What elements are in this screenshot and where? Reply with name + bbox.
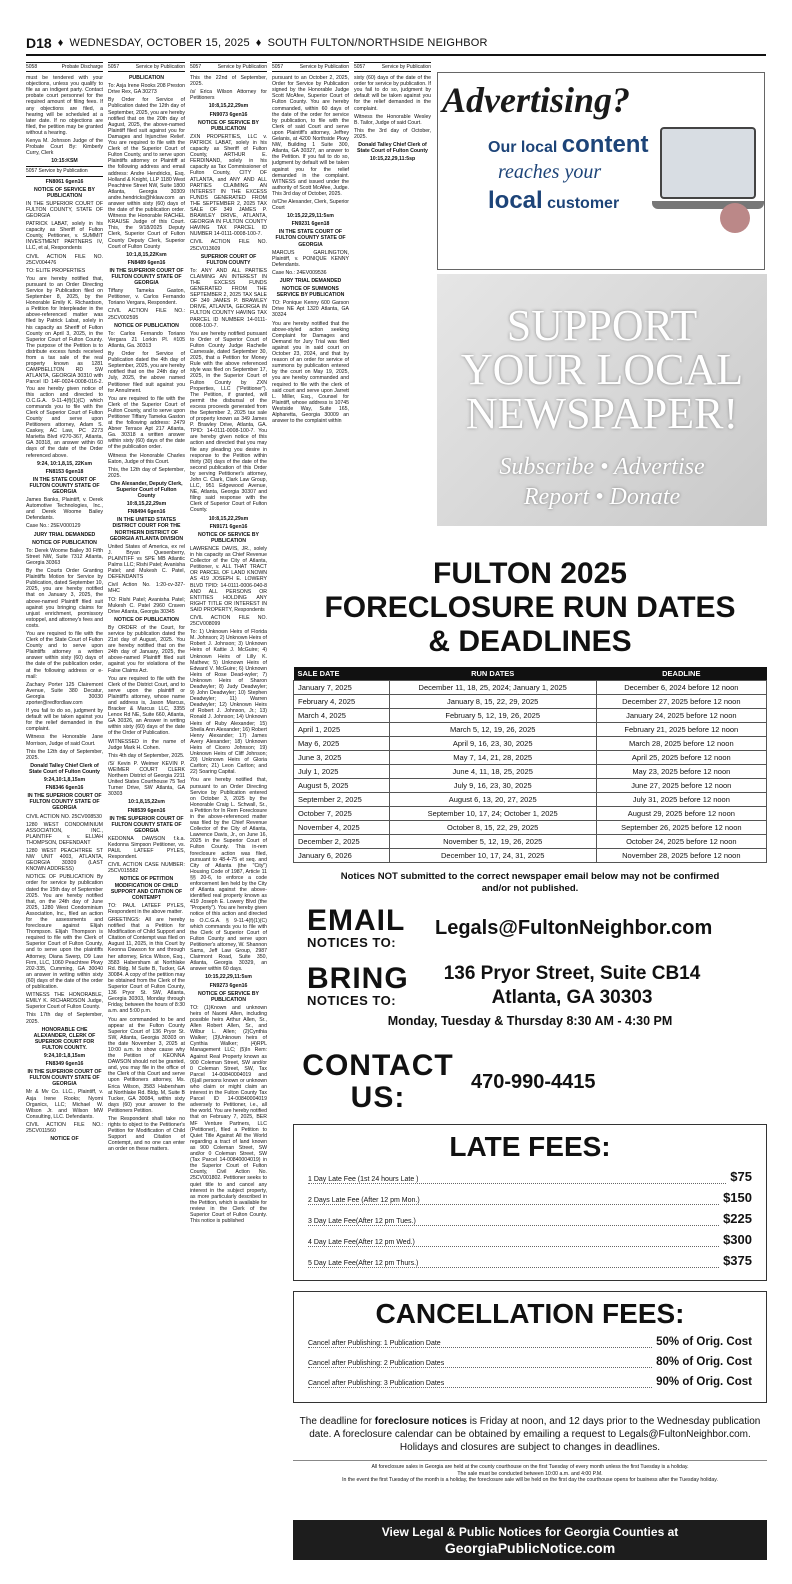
table-cell: September 2, 2025 xyxy=(294,793,390,807)
notice-text: NOTICE OF PUBLICATION xyxy=(114,616,179,623)
notice-text: Kenya M. Johnson Judge of the Probate Court By: Kimberly Curry, Clerk xyxy=(26,138,103,157)
fee-label: 2 Days Late Fee (After 12 pm Mon.) xyxy=(308,1197,719,1205)
col-header: DEADLINE xyxy=(596,667,766,681)
legal-column xyxy=(354,62,431,182)
notice-text: Zachary Porter 125 Clairemont Avenue, Suite 380 Decatur, Georgia 30030 zporter@redfordlaw.com xyxy=(26,681,103,706)
notice-text: 1280 WEST PEACHTREE ST NW UNIT 4003, ATLANTA, GEORGIA 30309 (LAST KNOWN ADDRESS) xyxy=(26,847,103,873)
cancel-fee-row xyxy=(308,1376,752,1396)
notice-text: You are hereby notified that, pursuant to an Order Directing Service by Publication filed on September 8, 2025, by the Honorable Emily K. Richardson, a Petition for Interpleader in the above-referenced matter was filed by Patrick Labat, solely in his capacity as Sheriff of Fulton County on April 3, 2025, in the Superior Court of Fulton County. The purpose of the Petition is to distribute excess funds received from a tax sale of the real property known as 1281 CAMPBELLTON RD SW ATLANTA, GEORGIA 30310 with Parcel ID 14F-0024-0008-016-2. You are hereby given notice of this action and directed to O.C.G.A. 9-11-4(f)(1)(C) which commands you to file with the Clerk of Superior Court of Fulton County and serve upon Petitioners attorney, Adam S. Caskey, AC Law, PC 2273 Marietta Blvd #270-367, Atlanta, GA 30318, an answer within 60 days of the date of the Order referenced above. xyxy=(26,275,103,459)
notice-text: NOTICE OF PETITION MODIFICATION OF CHILD SUPPORT AND CITATION OF CONTEMPT xyxy=(110,876,183,901)
notice-text: NOTICE OF PUBLICATION xyxy=(32,539,97,546)
fc-title-2: FORECLOSURE RUN DATES xyxy=(324,591,736,624)
ad-line-3: local customer xyxy=(488,187,620,214)
notice-text: 10:8,15,22,29sm xyxy=(208,515,249,522)
fee-amount: 90% of Orig. Cost xyxy=(656,1376,752,1388)
notice-text: FN8539 6gen16 xyxy=(127,807,166,814)
fee-amount: $225 xyxy=(723,1211,752,1226)
table-cell: December 10, 17, 24, 31, 2025 xyxy=(389,849,596,863)
notice-text: This 17th day of September, 2025. xyxy=(26,1012,103,1025)
table-cell: December 2, 2025 xyxy=(294,835,390,849)
table-cell: May 6, 2025 xyxy=(294,737,390,751)
notice-text: Donald Talley Chief Clerk of State Court of Fulton County xyxy=(29,762,100,775)
table-cell: September 10, 17, 24; October 1, 2025 xyxy=(389,807,596,821)
public-notice-banner[interactable]: View Legal & Public Notices for Georgia Counties at GeorgiaPublicNotice.com xyxy=(293,1520,767,1560)
notice-text: 9:24,10:1,8,15sm xyxy=(43,1052,86,1059)
notice-text: Che Alexander, Deputy Clerk, Superior Court of Fulton County xyxy=(110,480,183,500)
late-fee-row xyxy=(308,1253,752,1274)
notice-text: ZXN PROPERTIES, LLC v. PATRICK LABAT, solely in his capacity as Sheriff of Fulton County, ARTHUR E. FERDINAND, solely in his capacity as Tax Commissioner of Fulton County, CITY OF ATLANTA, and ANY AND ALL PARTIES CLAIMING AN INTEREST IN THE EXCESS FUNDS GENERATED FROM THE SEPTEMBER 2, 2025 TAX SALE OF 349 JAMES P. BRAWLEY DRIVE, ATLANTA, GEORGIA IN FULTON COUNTY HAVING TAX PARCEL ID NUMBER 14-0111-0008-100-7. xyxy=(190,133,267,238)
header-sep: ♦ xyxy=(57,37,64,49)
notice-text: JURY TRIAL DEMANDED xyxy=(33,531,96,538)
notice-text: WITNESSED in the name of Judge Mark H. Cohen. xyxy=(108,738,185,751)
notice-text: Donald Talley Chief Clerk of State Court of Fulton County xyxy=(357,142,428,155)
table-cell: October 24, 2025 before 12 noon xyxy=(596,835,766,849)
notice-text: This the 22nd of September, 2025. xyxy=(190,75,267,88)
table-cell: August 6, 13, 20, 27, 2025 xyxy=(389,793,596,807)
notice-text: To: Derek Woome Bailey 30 Fifth Street NW, Suite 7312 Atlanta, Georgia 30363 xyxy=(26,547,103,566)
notice-text: By Order for Service of Publication dated the 4th day of September, 2025, you are hereby notified that on the 24th day of July, 2025, the above named Petitioner filed suit against you for Annulment. xyxy=(108,351,185,394)
office-hours: Monday, Tuesday & Thursday 8:30 AM - 4:30 PM xyxy=(387,1014,673,1028)
table-cell: September 26, 2025 before 12 noon xyxy=(596,821,766,835)
notice-text: WITNESS THE HONORABLE, EMILY K. RICHARDSON Judge, Superior Court of Fulton County. xyxy=(26,992,103,1011)
person-illustration xyxy=(720,203,750,233)
support-line-2: YOUR LOCAL xyxy=(460,345,744,394)
table-row xyxy=(294,765,767,779)
notice-text: NOTICE OF SERVICE BY PUBLICATION xyxy=(197,990,259,1003)
notice-text: PATRICK LABAT, solely in his capacity as Sheriff of Fulton County, Petitioner, v. SUMMIT INVESTMENT PARTNERS IV, LLC, et al, Respondents xyxy=(26,221,103,252)
notice-text: 10:8,15,22,29sm xyxy=(208,103,249,110)
notice-text: TO: Ponique Kenny 600 Garson Drive NE Apt 1320 Atlanta, GA 30324 xyxy=(272,300,349,319)
notice-text: The Respondent shall take no rights to object to the Petitioner's Petition for Modification of Child Support and Citation of Contempt, and no one can enter an order on these matters. xyxy=(108,1116,185,1153)
notice-text: pursuant to an October 2, 2025, Order for Service by Publication signed by the Honorable Judge Scott McAfee, Superior Court of Fulton County. You are hereby commanded, within 60 days of the date of the order for service by publication, to file with the Clerk of said Court and serve upon Plaintiff's attorney, Jeffrey Gelanis, at 4200 Northside Pkwy NW, Building 1 Suite 300, Atlanta, GA 30327, an answer to the Petition. If you fail to do so, judgment by default will be taken against you for the relief demanded in the complaint. WITNESS and issued under the authority of Scott McAfee, Judge. This 3rd day of October, 2025. xyxy=(272,75,349,197)
notice-text: TO: PAUL LATEEF PYLES, Respondent in the above matter. xyxy=(108,902,185,915)
fee-amount: 50% of Orig. Cost xyxy=(656,1336,752,1348)
table-cell: January 7, 2025 xyxy=(294,681,390,695)
table-cell: April 1, 2025 xyxy=(294,723,390,737)
table-cell: January 8, 15, 22, 29, 2025 xyxy=(389,695,596,709)
notice-text: You are hereby notified that, pursuant to an Order Directing Service by Publication entered on October 3, 2025 by the Honorable Craig L. Schwall, Sr., a Petition for In Rem Foreclosure in the above-referenced matter was filed by the Chief Revenue Collector of the City of Atlanta, Lawrence Davis, Jr., on June 16, 2025 in the Superior Court of Fulton County. This in-rem foreclosure action was filed, pursuant to 48-4-75 et seq. and City of Atlanta (the "City") Housing Code of 1987, Article 11 §§ 20-6, to enforce a code enforcement lien held by the City of Atlanta against the above-identified real property known as 419 Joseph E. Lowery Blvd (the "Property"). You are hereby given notice of this action and directed to O.C.G.A. § 9-11-4(f)(1)(C) which commands you to file with the Clerk of Superior Court of Fulton County and serve upon Petitioner's attorney, W. Shannon Sams, Jeff Law Group, 2987 Clairmont Road, Suite 350, Atlanta, Georgia 30329, an answer within 60 days. xyxy=(190,777,267,973)
table-row xyxy=(294,695,767,709)
notice-text: This 4th day of September, 2025. xyxy=(108,752,185,759)
notice-text: /s/Che Alexander, Clerk, Superior Court xyxy=(272,198,349,212)
notice-text: IN THE SUPERIOR COURT OF FULTON COUNTY STATE OF GEORGIA xyxy=(109,815,184,834)
table-cell: January 6, 2026 xyxy=(294,849,390,863)
phone-number[interactable]: 470-990-4415 xyxy=(471,1070,596,1093)
notice-text: FN8489 6gen16 xyxy=(127,259,166,266)
table-cell: January 24, 2025 before 12 noon xyxy=(596,709,766,723)
table-cell: December 27, 2025 before 12 noon xyxy=(596,695,766,709)
cancellation-fees-box xyxy=(293,1291,767,1403)
fc-title-1: FULTON 2025 xyxy=(433,557,627,590)
notice-text: HONORABLE CHE ALEXANDER, CLERK OF SUPERIOR COURT FOR FULTON COUNTY. xyxy=(33,1026,96,1051)
table-cell: July 9, 16, 23, 30, 2025 xyxy=(389,779,596,793)
notice-text: Witness the Honorable Jane Morrison, Judge of said Court. xyxy=(26,734,103,747)
notice-text: NOTICE OF SERVICE BY PUBLICATION xyxy=(197,531,259,544)
fee-label: 4 Day Late Fee(After 12 pm Wed.) xyxy=(308,1239,719,1247)
support-sub-1: Subscribe • Advertise xyxy=(499,454,705,480)
notice-text: Case No.: 25EV000129 xyxy=(26,523,81,530)
section-header: 5057 Service by Publication xyxy=(354,62,431,72)
table-cell: April 25, 2025 before 12 noon xyxy=(596,751,766,765)
notice-text: NOTICE OF SUMMONS SERVICE BY PUBLICATION xyxy=(276,286,345,299)
late-fees-box xyxy=(293,1124,767,1281)
late-fee-row xyxy=(308,1190,752,1211)
section-header: 5057 Service by Publication xyxy=(272,62,349,72)
notice-text: To: 1) Unknown Heirs of Florida M. Johnson; 2) Unknown Heirs of Robert J. Johnson; 3) Unknown Heirs of Kattie J. McGuire; 4) Unknown Heirs of Lilly K. Mathew; 5) Unknown Heirs of Edward V. McGuire; 6) Unknown Heirs of Rose Dead-wyler; 7) Unknown Heirs of Sharon Deadwyler; 8) Judy Deadwyler; 9) John Deadwyler; 10) Stephen Deadwyler; 11) Warren Deadwyler; 12) Unknown Heirs of Robert J. Johnson, Jr.; 13) Ronald J. Johnson; 14) Unknown Heirs of Ruby Alexander; 15) Sheila Ann Alexander; 16) Robert Henry Alexander; 17) James Avery Alexander; 18) Unknown Heirs of Cicero Johnson; 19) Unknown Heirs of Cliff Johnson; 20) Unknown Heirs of Gloria Carlton; 21) Leon Carlton; and 22) Soaring Capital. xyxy=(190,629,267,776)
notice-text: Witness the Honorable Charles Eaton, Judge of this Court. xyxy=(108,452,185,465)
ad-headline: Advertising? xyxy=(442,80,631,120)
notice-text: CIVIL ACTION FILE NO.: 25CV002595 xyxy=(108,308,185,321)
notice-text: must be tendered with your objections, unless you qualify to file as an indigent party. Contact probate court personnel for the required amount of filing fees. If any objections are filed, a hearing will be scheduled at a later date. If no objections are filed, the petition may be granted without a hearing. xyxy=(26,75,103,136)
late-fee-row xyxy=(308,1232,752,1253)
notice-text: You are required to file with the Clerk of the Superior Court of Fulton County, and to serve upon Petitioner Tiffany Tameka Gaston at the following address: 2479 Abner Terrace Apt 217 Atlanta, Ga. 30318 a written answer within sixty (60) days of the date of the publication order. xyxy=(108,395,185,451)
fee-label: Cancel after Publishing: 2 Publication Dates xyxy=(308,1360,652,1368)
table-cell: November 5, 12, 19, 26, 2025 xyxy=(389,835,596,849)
table-cell: June 3, 2025 xyxy=(294,751,390,765)
notice-text: FN8061 6gen16 xyxy=(45,178,84,185)
foreclosure-section xyxy=(293,557,767,1484)
notice-text: FN9231 6gen18 xyxy=(291,221,330,228)
notice-text: To: Carlos Fernando Toriano Vergara 21 Lorkin Pl. #105 Atlanta, Ga. 30313 xyxy=(108,330,185,349)
email-sub-label: NOTICES TO: xyxy=(307,935,397,950)
table-cell: April 9, 16, 23, 30, 2025 xyxy=(389,737,596,751)
fee-amount: 80% of Orig. Cost xyxy=(656,1356,752,1368)
fee-label: 1 Day Late Fee (1st 24 hours Late ) xyxy=(308,1176,726,1184)
table-cell: February 4, 2025 xyxy=(294,695,390,709)
email-row xyxy=(293,904,767,950)
notice-text: NOTICE OF SERVICE BY PUBLICATION xyxy=(197,119,259,132)
table-cell: May 23, 2025 before 12 noon xyxy=(596,765,766,779)
notice-text: LAWRENCE DAVIS, JR., solely in his capacity as Chief Revenue Collector of the City of Atlanta, Petitioner, v. ALL THAT TRACT OR PARCEL OF LAND KNOWN AS 419 JOSEPH E. LOWERY BLVD TPID: 14-0111-0006-040-8 AND ALL PERSONS OR ENTITIES HOLDING ANY RIGHT TITLE OR INTEREST IN SAID PROPERTY, Respondents xyxy=(190,545,267,613)
office-address: 136 Pryor Street, Suite CB14 Atlanta, GA 30303 xyxy=(443,963,701,1008)
col-header: SALE DATE xyxy=(294,667,390,681)
cancel-fees-title: CANCELLATION FEES: xyxy=(375,1298,685,1329)
notice-text: 5057 Service by Publication xyxy=(26,166,103,176)
notice-text: CIVIL ACTION FILE NO. 25CV008099 xyxy=(190,614,267,628)
header-sep: ♦ xyxy=(255,37,262,49)
table-cell: June 4, 11, 18, 25, 2025 xyxy=(389,765,596,779)
notice-text: NOTICE OF PUBLICATION By order for service by publication dated the 15th day of September 2025. You are hereby notified that, on the 24th day of June 2025, 1280 West Condominium Association, Inc., filed an action for the assessments and foreclosure against Elijah Thompson. Elijah Thompson is required to file with the Clerk of Superior Court of Fulton County, and to serve upon the plaintiffs Attorney, Diana Swerp, D9 Law Firm, LLC, 1060 Peachtree Pkwy 202-335, Cumming, GA 30040 an answer in writing within sixty (60) days of the date of the order of publication. xyxy=(26,874,103,991)
table-cell: August 5, 2025 xyxy=(294,779,390,793)
legal-column xyxy=(190,62,267,1562)
notice-text: /S/ Kevin P. Weimer KEVIN P. WEIMER COURT CLERK Northern District of Georgia 2211 United States Courthouse 75 Ted Turner Drive, SW Atlanta, GA 30303 xyxy=(108,760,185,798)
notice-text: SUPERIOR COURT OF FULTON COUNTY xyxy=(200,253,257,266)
notice-text: 9:24,10:1,8,15sm xyxy=(43,777,86,784)
bring-row xyxy=(293,962,767,1010)
table-row xyxy=(294,751,767,765)
table-row xyxy=(294,821,767,835)
notice-text: MARCUS GARLINGTON, Plaintiff, v. PONIQUE KENNY Defendants. xyxy=(272,249,349,268)
table-row xyxy=(294,779,767,793)
notice-text: CIVIL ACTION CASE NUMBER: 25CV015582 xyxy=(108,862,185,875)
notice-text: United States of America, ex rel J. Bryan Quesenberry, PLAINTIFF vs SPE MB Atlantic Palms LLC; Rishi Patel; Avanisha Patel; and Mukesh C. Patel, DEFENDANTS xyxy=(108,543,185,581)
page-header xyxy=(26,32,766,56)
section-header: 5057 Service by Publication xyxy=(108,62,185,72)
cancel-fee-row xyxy=(308,1336,752,1356)
notice-text: CIVIL ACTION FILE NO. 25CV004476 xyxy=(26,253,103,266)
notice-text: Mr & Mv Co. LLC., Plaintiff, v. Asja Irene Rooks; Nyomi Organics, LLC; Michael W. Wilson Jr. and Wilson MW Consulting, LLC. Defendants. xyxy=(26,1089,103,1120)
contact-row xyxy=(293,1050,767,1114)
table-cell: March 5, 12, 19, 26, 2025 xyxy=(389,723,596,737)
notice-text: IN THE STATE COURT OF FULTON COUNTY STATE OF GEORGIA xyxy=(29,476,100,495)
table-row xyxy=(294,737,767,751)
notice-text: This, the 12th day of September, 2025. xyxy=(108,466,185,479)
notice-text: 10:15:KSM xyxy=(51,158,78,165)
notice-text: IN THE SUPERIOR COURT OF FULTON COUNTY STATE OF GEORGIA xyxy=(27,1069,102,1088)
ad-line-1: Our local content xyxy=(488,131,649,158)
cancel-fee-row xyxy=(308,1356,752,1376)
run-dates-table xyxy=(293,667,767,863)
notice-text: IN THE SUPERIOR COURT OF FULTON COUNTY, STATE OF GEORGIA xyxy=(26,200,103,219)
table-cell: March 4, 2025 xyxy=(294,709,390,723)
notice-text: IN THE STATE COURT OF FULTON COUNTY STATE OF GEORGIA xyxy=(275,229,346,248)
notice-text: 10:15,22,29,11:5sp xyxy=(369,156,416,163)
table-row xyxy=(294,849,767,863)
table-row xyxy=(294,709,767,723)
notice-text: TO: (1)Known and unknown heirs of Naomi Allen, including possible heirs Arthur Allen, Sr., Allen Robert Allen, Sr., and Wilbur L. Allen; (2)Cynthia Walker; (3)Unknown heirs of Cynthia Walker; (4)RPL Management LLC; (5)In Rem: Against Real Property known as 900 Coleman Street, SW and/or 0 Coleman Street, SW, Tax Parcel 14-00840004019 and (6)all persons known or unknown who claim or might claim an interest in the Fulton County Tax Parcel ID 14-00840004019 adversely to Petitioner, i.e., all the world. You are hereby notified that on February 7, 2025, BER MF Venture Partners, LLC (Petitioner), filed a Petition to Quiet Title Against All the World regarding a tract of land known as 900 Coleman Street, SW and/or 0 Coleman Street, SW (Tax Parcel 14-00840004019) in the Superior Court of Fulton County, Civil Action No. 25CV001802. Petitioner seeks to quiet title to and cancel any interest in the subject property, as more particularly described in the Petition, which is available for review in the Clerk of the Superior Court of Fulton County. This notice is published xyxy=(190,1004,267,1225)
table-cell: November 28, 2025 before 12 noon xyxy=(596,849,766,863)
col-header: RUN DATES xyxy=(389,667,596,681)
notice-text: PUBLICATION xyxy=(128,75,165,82)
notice-text: /s/ Erica Wilson Attorney for Petitioners xyxy=(190,89,267,102)
notice-text: CIVIL ACTION FILE NO.: 25CV011560 xyxy=(26,1121,103,1134)
fee-amount: $75 xyxy=(730,1169,752,1184)
notice-text: FN8494 6gen16 xyxy=(127,509,166,516)
fc-title-3: & DEADLINES xyxy=(428,625,632,658)
table-row xyxy=(294,835,767,849)
notice-text: CIVIL ACTION FILE NO. 25CV013609 xyxy=(190,239,267,252)
notice-text: FN8346 6gen16 xyxy=(45,785,84,792)
notice-text: 10:1,8,15,22Ksm xyxy=(126,251,167,258)
fee-amount: $375 xyxy=(723,1253,752,1268)
table-row xyxy=(294,723,767,737)
notice-text: If you fail to do so, judgment by default will be taken against you for the relief demanded in the complaint. xyxy=(26,708,103,733)
support-line-1: SUPPORT xyxy=(506,301,698,350)
notice-text: Case No.: 24EV009536 xyxy=(272,269,327,276)
table-cell: March 28, 2025 before 12 noon xyxy=(596,737,766,751)
support-line-3: NEWSPAPER! xyxy=(465,389,739,438)
fee-label: Cancel after Publishing: 1 Publication Date xyxy=(308,1340,652,1348)
notice-text: IN THE SUPERIOR COURT OF FULTON COUNTY STATE OF GEORGIA xyxy=(109,267,184,287)
table-row xyxy=(294,793,767,807)
notice-text: Witness the Honorable Wesley B. Tailor, Judge of said Court. xyxy=(354,113,431,126)
notice-text: CIVIL ACTION NO. 25CV008530 xyxy=(26,813,102,820)
fee-amount: $300 xyxy=(723,1232,752,1247)
laptop-illustration xyxy=(660,127,756,199)
table-row xyxy=(294,681,767,695)
notice-text: This the 12th day of September, 2025. xyxy=(26,748,103,761)
email-label: EMAIL xyxy=(307,904,406,937)
notice-text: You are required to file with the Clerk of the State Court of Fulton County and to serve upon Plaintiffs attorney a written answer within sixty (60) days of the date of the publication order, at the following address or e-mail: xyxy=(26,630,103,680)
email-notice: Notices NOT submitted to the correct newspaper email below may not be confirmed and/or not published. xyxy=(340,871,720,894)
notice-text: NOTICE OF PUBLICATION xyxy=(114,322,179,329)
notice-text: TO: Rishi Patel; Avanisha Patel; Mukesh C. Patel 2960 Craven Drive Atlanta, Georgia 30345 xyxy=(108,596,185,615)
page-number: D18 xyxy=(26,35,52,51)
section-header: 5057 Service by Publication xyxy=(190,62,267,72)
notice-text: You are required to file with the Clerk of the District Court, and to serve upon the plaintiff or Plaintiff's attorney, whose name and address is, Jason Marcus, Bracker & Marcus LLC, 3355 Lenox Rd NE, Suite 660, Atlanta, GA 30326, an Answer in writing within sixty (60) days of the date of the Order of Publication. xyxy=(108,675,185,737)
support-sub-2: Report • Donate xyxy=(523,484,681,510)
fee-amount: $150 xyxy=(723,1190,752,1205)
table-cell: November 4, 2025 xyxy=(294,821,390,835)
notice-text: Civil Action No. 1:20-cv-327-MHC xyxy=(108,582,185,595)
table-cell: February 5, 12, 19, 26, 2025 xyxy=(389,709,596,723)
notice-text: FN9273 6gen16 xyxy=(209,982,248,989)
support-newspaper-ad xyxy=(437,274,767,526)
advertising-ad xyxy=(437,72,765,270)
deadline-note: The deadline for foreclosure notices is Friday at noon, and 12 days prior to the Wednesday publication date. A foreclosure calendar can be obtained by emailing a request to Legals@FultonNeighbor.com. Holidays and closures are subject to changes in deadlines. xyxy=(299,1416,761,1453)
notice-text: IN THE UNITED STATES DISTRICT COURT FOR THE NORTHERN DISTRICT OF GEORGIA ATLANTA DIVISION xyxy=(109,517,184,542)
late-fee-row xyxy=(308,1211,752,1232)
table-cell: August 29, 2025 before 12 noon xyxy=(596,807,766,821)
notice-text: FN9073 6gen16 xyxy=(209,111,248,118)
notice-text: By the Courts Order Granting Plaintiffs Motion for Service by Publication, dated September 10, 2025, you are hereby notified that on January 3, 2025, the above-named Plaintiff filed suit against you bringing claims for unjust enrichment, promissory estoppel, and attorney's fees and costs. xyxy=(26,568,103,629)
paper-name: SOUTH FULTON/NORTHSIDE NEIGHBOR xyxy=(267,37,488,49)
notice-text: 10:8,15,22,29sm xyxy=(126,501,167,508)
issue-date: WEDNESDAY, OCTOBER 15, 2025 xyxy=(69,37,250,49)
notice-text: 10:1,8,15,22sm xyxy=(128,799,165,806)
notice-text: TO: ELITE PROPERTIES xyxy=(26,267,86,274)
table-cell: June 27, 2025 before 12 noon xyxy=(596,779,766,793)
notice-text: By Order for Service of Publication dated the 12th day of September, 2025, you are hereby notified that on the 20th day of August, 2025, the above-named Plaintiff filed suit against you for Damages and Injunctive Relief. You are required to file with the Clerk of the Superior Court of Fulton County, and to serve upon Plaintiffs attorney or Plaintiff at the following address and email address: Andre Hendricks, Esq. Holland & Knight, LLP 1180 West Peachtree Street NW, Suite 1800 Atlanta, Georgia 30309 andre.hendricks@hklaw.com an answer within sixty (60) days of the date of the publication order. Witness the Honorable RACHEL KRAUSE Judge of this Court. This, the 9/18/2025 Deputy Clerk, Superior Court of Fulton County Deputy Clerk, Superior Court of Fulton County xyxy=(108,97,185,250)
ad-line-2: reaches your xyxy=(498,161,602,183)
bring-sub-label: NOTICES TO: xyxy=(307,992,397,1008)
notice-text: 1280 WEST CONDOMINIUM ASSOCIATION, INC., PLAINTIFF v. ELIJAH THOMPSON, DEFENDANT xyxy=(26,821,103,846)
notice-text: NOTICE OF xyxy=(50,1136,79,1143)
fine-print: All foreclosure sales in Georgia are held at the county courthouse on the first Tuesday of every month unless the first Tuesday is a holiday. The sale must be conducted between 10:00 a.m. and 4:00 P.M. In the event the first Tuesday of the month is a holiday, the foreclosure sale will be held on the first day the courthouse opens for business after the Tuesday holiday. xyxy=(293,1460,767,1484)
notice-text: Tiffany Tameka Gaston, Petitioner, v. Carlos Fernando Toriano Vergara, Respondent. xyxy=(108,288,185,307)
notice-text: To: Asja Irene Rooks 208 Preston Drive Rex, GA 30273 xyxy=(108,83,185,96)
table-row xyxy=(294,807,767,821)
notice-text: FN8349 6gen16 xyxy=(45,1061,84,1068)
bring-label: BRING xyxy=(307,961,409,995)
notice-text: NOTICE OF SERVICE BY PUBLICATION xyxy=(33,186,95,199)
notice-text: This the 3rd day of October, 2025. xyxy=(354,127,431,140)
notice-text: FN8153 6gen18 xyxy=(45,468,84,475)
notice-text: KEDONNA DAWSON f.k.a. Kedonna Simpson Petitioner, vs. PAUL LATEEF PYLES, Respondent. xyxy=(108,835,185,861)
notice-text: sixty (60) days of the date of the order for service by publication. If you fail to do so, judgment by default will be taken against you for the relief demanded in the complaint. xyxy=(354,75,431,112)
table-cell: February 21, 2025 before 12 noon xyxy=(596,723,766,737)
fee-label: 5 Day Late Fee(After 12 pm Thurs.) xyxy=(308,1260,719,1268)
notice-text: 10:15,22,29,11:5sm xyxy=(205,974,252,981)
legal-column xyxy=(272,62,349,506)
table-cell: December 6, 2024 before 12 noon xyxy=(596,681,766,695)
fee-label: 3 Day Late Fee(After 12 pm Tues.) xyxy=(308,1218,719,1226)
table-cell: July 31, 2025 before 12 noon xyxy=(596,793,766,807)
legal-column xyxy=(108,62,185,1562)
late-fees-title: LATE FEES: xyxy=(449,1131,611,1162)
notice-text: FN9171 6gen16 xyxy=(209,523,248,530)
table-cell: July 1, 2025 xyxy=(294,765,390,779)
notice-text: You are commanded to be and appear at the Fulton County Superior Court of 136 Pryor St. SW, Atlanta, Georgia 30303 on the date November 3, 2025 at 10:00 a.m. to show cause why the Petition of KEONNA DAWSON should not be granted, and, you may file in the office of the Clerk of this Court and serve upon Petitioners attorney, Ms. Erica Wilson, 3583 Habersham at Northlake Rd. Bldg. M, Suite B Tucker, GA 30084, within sixty days (60) your answer to the Petitioners Petition. xyxy=(108,1016,185,1114)
notice-text: JURY TRIAL DEMANDED xyxy=(279,278,342,284)
table-cell: December 11, 18, 25, 2024; January 1, 2025 xyxy=(389,681,596,695)
notice-text: GREETINGS: All are hereby notified that a Petition for Modification of Child Support and Citation of Contempt was filed on August 11, 2025, in this Court by Keonna Dawson for and through her attorney, Erica Wilson, Esq., 3583 Habersham at Northlake Rd. Bldg. M Suite B, Tucker, GA 30084. A copy of the petition may be obtained from the Clerk of the Superior Court of Fulton County, 136 Pryor St. SW, Atlanta, Georgia 30303, Monday through Friday, between the hours of 8:30 a.m. and 5:00 p.m. xyxy=(108,917,185,1015)
late-fee-row xyxy=(308,1169,752,1190)
table-cell: October 7, 2025 xyxy=(294,807,390,821)
fee-label: Cancel after Publishing: 3 Publication Dates xyxy=(308,1380,652,1388)
notice-text: 10:15,22,29,11:5sm xyxy=(287,213,334,220)
notice-text: IN THE SUPERIOR COURT OF FULTON COUNTY STATE OF GEORGIA xyxy=(27,793,102,812)
table-cell: October 8, 15, 22, 29, 2025 xyxy=(389,821,596,835)
contact-label: CONTACT US: xyxy=(302,1049,454,1114)
notice-text: You are hereby notified pursuant to Order of Superior Court of Fulton County Judge Rachelle Carnesale, dated September 30, 2025, that a Petition for Money Rule with the above referenced style was filed on September 17, 2025, in the Superior Court of Fulton County by ZXN Properties, LLC ("Petitioner"). The Petition, if granted, will permit the disbursal of the excess proceeds generated from the September 2, 2025 tax sale of property known as 349 James P. Brawley Drive, Atlanta, GA. TPID: 14-0111-0008-100-7. You are hereby given notice of this action and directed that you may file any pleading you desire in response to the Petition within thirty (30) days of the date of the second publication of this Order by serving Petitioner's attorney, John C. Clark, Clark Law Group, LLC, 951 Edgewood Avenue, NE, Atlanta, Georgia 30307 and filing said response with the Clerk of Superior Court of Fulton County. xyxy=(190,330,267,514)
notice-text: James Banks, Plaintiff, v. Derek Automotive Technologies, Inc., and Derek Woome Bailey Defendants. xyxy=(26,497,103,522)
legal-column xyxy=(26,62,103,1562)
notice-text: To: ANY AND ALL PARTIES CLAIMING AN INTEREST IN THE EXCESS FUNDS GENERATED FROM THE SEPTEMBER 2, 2025 TAX SALE OF 349 JAMES P. BRAWLEY DRIVE, ATLANTA, GEORGIA IN FULTON COUNTY HAVING TAX PARCEL ID NUMBER 14-0111-0008-100-7. xyxy=(190,267,267,329)
notice-text: By ORDER of the Court, for service by publication dated the 21st day of August, 2025. You are hereby notified that on the 24th day of January, 2025, the above-named Plaintiff filed suit against you for violations of the False Claims Act. xyxy=(108,624,185,674)
notice-text: You are hereby notified that the above-styled action seeking Complaint for Damages and Demand for Jury Trial was filed against you in said court on October 23, 2024, and that by reason of an order for service of summons by publication entered by the court on May 19, 2025, you are hereby commanded and required to file with the clerk of said court and serve upon Jarrett L. Miller, Esq., Counsel for Plaintiff, whose address is 10745 Westside Way, Suite 165, Alpharetta, Georgia 30009 an answer to the complaint within xyxy=(272,320,349,425)
notice-text: 9:24, 10:1,8,15, 22Ksm xyxy=(36,460,93,467)
section-header: 5058 Probate Discharge xyxy=(26,62,103,72)
table-cell: May 7, 14, 21, 28, 2025 xyxy=(389,751,596,765)
email-address-link[interactable]: Legals@FultonNeighbor.com xyxy=(435,917,713,939)
